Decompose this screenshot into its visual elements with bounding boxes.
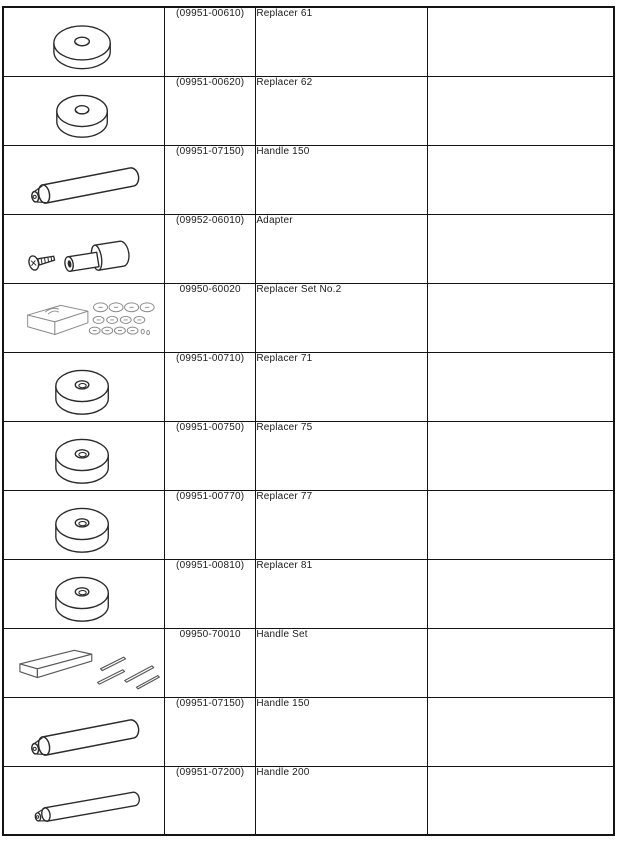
handle-rod-icon <box>4 767 164 834</box>
part-number: (09951-00810) <box>176 559 245 571</box>
part-number-cell <box>165 697 256 766</box>
table-row <box>3 76 614 145</box>
table-row <box>3 490 614 559</box>
handle-rod-icon <box>4 146 164 213</box>
illustration-cell <box>3 76 165 145</box>
illustration-cell <box>3 490 165 559</box>
tool-description: Adapter <box>256 214 293 226</box>
part-number-cell <box>165 214 256 283</box>
replacer-disc-icon <box>4 77 164 144</box>
notes-cell <box>427 766 614 835</box>
table-row <box>3 421 614 490</box>
notes-cell <box>427 559 614 628</box>
description-cell <box>256 352 428 421</box>
tool-description: Handle 150 <box>256 145 310 157</box>
illustration-cell <box>3 352 165 421</box>
tool-description: Replacer 62 <box>256 76 313 88</box>
description-cell <box>256 283 428 352</box>
illustration-cell <box>3 766 165 835</box>
description-cell <box>256 766 428 835</box>
part-number: (09951-00710) <box>176 352 245 364</box>
sst-tool-table <box>2 6 615 836</box>
tool-description: Replacer 61 <box>256 8 313 19</box>
part-number-cell <box>165 145 256 214</box>
part-number-cell <box>165 490 256 559</box>
part-number: (09951-00610) <box>176 8 245 19</box>
illustration-cell <box>3 559 165 628</box>
adapter-icon <box>4 215 164 282</box>
part-number-cell <box>165 559 256 628</box>
part-number-cell <box>165 421 256 490</box>
table-row <box>3 283 614 352</box>
table-row <box>3 145 614 214</box>
notes-cell <box>427 76 614 145</box>
replacer-disc-icon <box>4 422 164 489</box>
table-row <box>3 7 614 76</box>
part-number-cell <box>165 766 256 835</box>
notes-cell <box>427 145 614 214</box>
table-row <box>3 697 614 766</box>
tool-description: Handle Set <box>256 628 308 640</box>
notes-cell <box>427 352 614 421</box>
handle-set-icon <box>4 629 164 696</box>
description-cell <box>256 421 428 490</box>
illustration-cell <box>3 145 165 214</box>
replacer-disc-icon <box>4 8 164 75</box>
illustration-cell <box>3 421 165 490</box>
illustration-cell <box>3 7 165 76</box>
part-number: (09952-06010) <box>176 214 245 226</box>
part-number-cell <box>165 7 256 76</box>
part-number-cell <box>165 628 256 697</box>
replacer-disc-icon <box>4 491 164 558</box>
table-row <box>3 559 614 628</box>
illustration-cell <box>3 697 165 766</box>
table-row <box>3 352 614 421</box>
description-cell <box>256 628 428 697</box>
notes-cell <box>427 283 614 352</box>
illustration-cell <box>3 283 165 352</box>
tool-description: Replacer Set No.2 <box>256 283 342 295</box>
part-number: (09951-07150) <box>176 145 245 157</box>
table-row <box>3 766 614 835</box>
part-number-cell <box>165 76 256 145</box>
part-number-cell <box>165 352 256 421</box>
description-cell <box>256 7 428 76</box>
illustration-cell <box>3 214 165 283</box>
table-row <box>3 214 614 283</box>
part-number: 09950-70010 <box>179 628 241 640</box>
description-cell <box>256 214 428 283</box>
description-cell <box>256 697 428 766</box>
part-number: (09951-07200) <box>176 766 245 778</box>
tool-description: Replacer 81 <box>256 559 313 571</box>
description-cell <box>256 76 428 145</box>
part-number: (09951-07150) <box>176 697 245 709</box>
notes-cell <box>427 490 614 559</box>
notes-cell <box>427 628 614 697</box>
replacer-disc-icon <box>4 560 164 627</box>
notes-cell <box>427 421 614 490</box>
description-cell <box>256 559 428 628</box>
notes-cell <box>427 697 614 766</box>
part-number: (09951-00620) <box>176 76 245 88</box>
part-number: (09951-00750) <box>176 421 245 433</box>
tool-description: Handle 150 <box>256 697 310 709</box>
part-number-cell <box>165 283 256 352</box>
part-number: 09950-60020 <box>179 283 241 295</box>
tool-description: Replacer 71 <box>256 352 313 364</box>
replacer-set-icon <box>4 284 164 351</box>
tool-description: Handle 200 <box>256 766 310 778</box>
notes-cell <box>427 214 614 283</box>
description-cell <box>256 490 428 559</box>
illustration-cell <box>3 628 165 697</box>
table-row <box>3 628 614 697</box>
handle-rod-icon <box>4 698 164 765</box>
notes-cell <box>427 7 614 76</box>
part-number: (09951-00770) <box>176 490 245 502</box>
description-cell <box>256 145 428 214</box>
replacer-disc-icon <box>4 353 164 420</box>
tool-description: Replacer 77 <box>256 490 313 502</box>
tool-description: Replacer 75 <box>256 421 313 433</box>
